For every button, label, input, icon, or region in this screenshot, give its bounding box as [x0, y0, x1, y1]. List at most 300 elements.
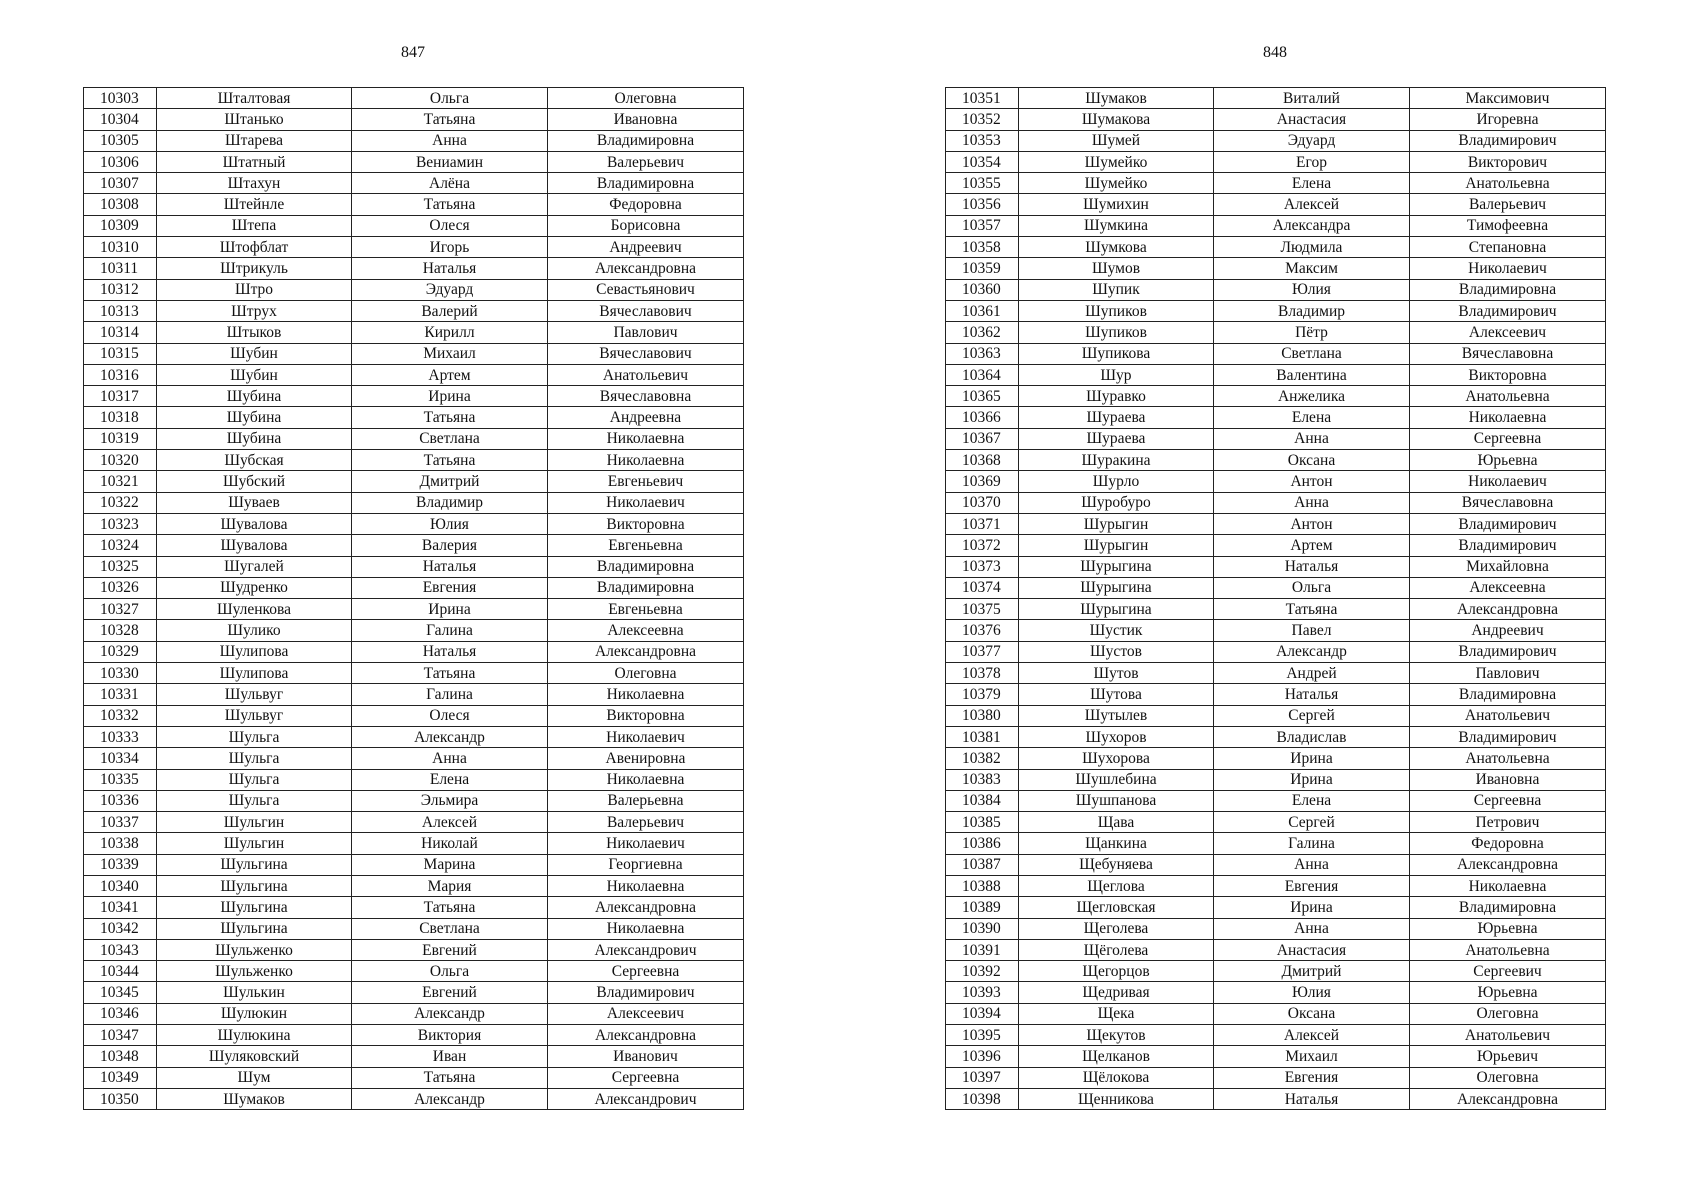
- last-name: Шульгина: [157, 897, 352, 918]
- first-name: Юлия: [1214, 279, 1410, 300]
- record-number: 10372: [946, 535, 1019, 556]
- record-number: 10370: [946, 492, 1019, 513]
- last-name: Шульвуг: [157, 705, 352, 726]
- patronymic: Анатольевна: [1410, 386, 1606, 407]
- table-row: [84, 790, 744, 811]
- record-number: 10320: [84, 450, 157, 471]
- patronymic: Анатольевич: [1410, 1025, 1606, 1046]
- last-name: Шушпанова: [1019, 790, 1214, 811]
- table-row: [84, 428, 744, 449]
- last-name: Шураева: [1019, 428, 1214, 449]
- first-name: Анжелика: [1214, 386, 1410, 407]
- patronymic: Андреевич: [548, 237, 744, 258]
- patronymic: Вячеславович: [548, 343, 744, 364]
- last-name: Шупиков: [1019, 300, 1214, 321]
- first-name: Анна: [1214, 918, 1410, 939]
- table-row: [84, 130, 744, 151]
- patronymic: Викторовна: [548, 513, 744, 534]
- patronymic: Тимофеевна: [1410, 215, 1606, 236]
- table-row: [946, 237, 1606, 258]
- patronymic: Александровна: [1410, 599, 1606, 620]
- record-number: 10396: [946, 1046, 1019, 1067]
- record-number: 10364: [946, 364, 1019, 385]
- last-name: Щедривая: [1019, 982, 1214, 1003]
- first-name: Эдуард: [1214, 130, 1410, 151]
- first-name: Валерия: [352, 535, 548, 556]
- last-name: Шурыгин: [1019, 513, 1214, 534]
- record-number: 10319: [84, 428, 157, 449]
- table-row: [946, 577, 1606, 598]
- last-name: Шульженко: [157, 939, 352, 960]
- first-name: Дмитрий: [1214, 961, 1410, 982]
- record-number: 10342: [84, 918, 157, 939]
- first-name: Ирина: [1214, 897, 1410, 918]
- table-row: [84, 88, 744, 109]
- record-number: 10369: [946, 471, 1019, 492]
- patronymic: Евгеньевна: [548, 599, 744, 620]
- last-name: Шталтовая: [157, 88, 352, 109]
- record-number: 10390: [946, 918, 1019, 939]
- record-number: 10332: [84, 705, 157, 726]
- patronymic: Владимировна: [548, 173, 744, 194]
- record-number: 10366: [946, 407, 1019, 428]
- patronymic: Николаевич: [1410, 471, 1606, 492]
- first-name: Евгений: [352, 982, 548, 1003]
- last-name: Шумейко: [1019, 173, 1214, 194]
- first-name: Анна: [352, 748, 548, 769]
- record-number: 10363: [946, 343, 1019, 364]
- table-row: [946, 748, 1606, 769]
- last-name: Шульга: [157, 748, 352, 769]
- record-number: 10349: [84, 1067, 157, 1088]
- first-name: Татьяна: [352, 1067, 548, 1088]
- table-row: [946, 641, 1606, 662]
- record-number: 10373: [946, 556, 1019, 577]
- patronymic: Николаевна: [548, 769, 744, 790]
- record-number: 10383: [946, 769, 1019, 790]
- first-name: Светлана: [1214, 343, 1410, 364]
- table-row: [946, 535, 1606, 556]
- table-row: [946, 599, 1606, 620]
- patronymic: Юрьевна: [1410, 450, 1606, 471]
- patronymic: Сергеевич: [1410, 961, 1606, 982]
- record-number: 10318: [84, 407, 157, 428]
- table-row: [84, 684, 744, 705]
- last-name: Шумаков: [157, 1088, 352, 1109]
- last-name: Шумаков: [1019, 88, 1214, 109]
- table-row: [946, 939, 1606, 960]
- last-name: Шубина: [157, 386, 352, 407]
- first-name: Алексей: [1214, 1025, 1410, 1046]
- table-row: [946, 492, 1606, 513]
- patronymic: Борисовна: [548, 215, 744, 236]
- patronymic: Владимирович: [1410, 513, 1606, 534]
- table-row: [946, 215, 1606, 236]
- record-number: 10397: [946, 1067, 1019, 1088]
- table-row: [946, 322, 1606, 343]
- patronymic: Александровна: [548, 641, 744, 662]
- patronymic: Александровна: [548, 897, 744, 918]
- record-number: 10398: [946, 1088, 1019, 1109]
- record-number: 10340: [84, 875, 157, 896]
- table-row: [84, 386, 744, 407]
- record-number: 10330: [84, 663, 157, 684]
- patronymic: Максимович: [1410, 88, 1606, 109]
- record-number: 10350: [84, 1088, 157, 1109]
- record-number: 10305: [84, 130, 157, 151]
- patronymic: Олеговна: [1410, 1067, 1606, 1088]
- record-number: 10368: [946, 450, 1019, 471]
- first-name: Александр: [352, 1088, 548, 1109]
- last-name: Штатный: [157, 151, 352, 172]
- record-number: 10354: [946, 151, 1019, 172]
- last-name: Щеглова: [1019, 875, 1214, 896]
- patronymic: Валерьевич: [548, 151, 744, 172]
- last-name: Щава: [1019, 812, 1214, 833]
- table-row: [84, 620, 744, 641]
- first-name: Валентина: [1214, 364, 1410, 385]
- record-number: 10377: [946, 641, 1019, 662]
- table-row: [946, 812, 1606, 833]
- table-row: [84, 1025, 744, 1046]
- patronymic: Александровна: [548, 258, 744, 279]
- first-name: Юлия: [1214, 982, 1410, 1003]
- record-number: 10346: [84, 1003, 157, 1024]
- record-number: 10344: [84, 961, 157, 982]
- last-name: Штахун: [157, 173, 352, 194]
- record-number: 10323: [84, 513, 157, 534]
- patronymic: Евгеньевна: [548, 535, 744, 556]
- first-name: Алексей: [1214, 194, 1410, 215]
- patronymic: Николаевич: [1410, 258, 1606, 279]
- patronymic: Алексеевна: [548, 620, 744, 641]
- first-name: Сергей: [1214, 812, 1410, 833]
- table-row: [84, 875, 744, 896]
- last-name: Шуракина: [1019, 450, 1214, 471]
- first-name: Татьяна: [352, 663, 548, 684]
- first-name: Татьяна: [352, 109, 548, 130]
- first-name: Ольга: [1214, 577, 1410, 598]
- record-number: 10343: [84, 939, 157, 960]
- table-row: [84, 513, 744, 534]
- patronymic: Анатольевич: [548, 364, 744, 385]
- last-name: Шумкина: [1019, 215, 1214, 236]
- table-row: [84, 577, 744, 598]
- patronymic: Игоревна: [1410, 109, 1606, 130]
- table-row: [946, 407, 1606, 428]
- record-number: 10391: [946, 939, 1019, 960]
- record-number: 10382: [946, 748, 1019, 769]
- last-name: Шураева: [1019, 407, 1214, 428]
- table-row: [946, 343, 1606, 364]
- last-name: Шустов: [1019, 641, 1214, 662]
- first-name: Анастасия: [1214, 939, 1410, 960]
- first-name: Ирина: [352, 599, 548, 620]
- page-number: 847: [401, 44, 425, 61]
- first-name: Светлана: [352, 428, 548, 449]
- patronymic: Сергеевна: [548, 1067, 744, 1088]
- patronymic: Петрович: [1410, 812, 1606, 833]
- record-number: 10338: [84, 833, 157, 854]
- first-name: Максим: [1214, 258, 1410, 279]
- first-name: Оксана: [1214, 1003, 1410, 1024]
- patronymic: Валерьевна: [548, 790, 744, 811]
- last-name: Штанько: [157, 109, 352, 130]
- name-table: [83, 87, 744, 1110]
- first-name: Евгения: [1214, 1067, 1410, 1088]
- patronymic: Владимировна: [548, 130, 744, 151]
- first-name: Сергей: [1214, 705, 1410, 726]
- page-number: 848: [1263, 44, 1287, 61]
- table-row: [946, 194, 1606, 215]
- first-name: Елена: [1214, 407, 1410, 428]
- table-row: [84, 663, 744, 684]
- first-name: Антон: [1214, 471, 1410, 492]
- first-name: Владислав: [1214, 726, 1410, 747]
- last-name: Шудренко: [157, 577, 352, 598]
- patronymic: Олеговна: [548, 88, 744, 109]
- record-number: 10316: [84, 364, 157, 385]
- table-row: [84, 1088, 744, 1109]
- last-name: Шухорова: [1019, 748, 1214, 769]
- record-number: 10361: [946, 300, 1019, 321]
- first-name: Анна: [1214, 854, 1410, 875]
- last-name: Шушлебина: [1019, 769, 1214, 790]
- table-row: [946, 173, 1606, 194]
- table-row: [84, 854, 744, 875]
- table-row: [84, 641, 744, 662]
- first-name: Олеся: [352, 705, 548, 726]
- record-number: 10392: [946, 961, 1019, 982]
- record-number: 10357: [946, 215, 1019, 236]
- patronymic: Валерьевич: [1410, 194, 1606, 215]
- record-number: 10387: [946, 854, 1019, 875]
- last-name: Шупик: [1019, 279, 1214, 300]
- first-name: Евгения: [1214, 875, 1410, 896]
- last-name: Штрикуль: [157, 258, 352, 279]
- patronymic: Анатольевна: [1410, 748, 1606, 769]
- record-number: 10395: [946, 1025, 1019, 1046]
- patronymic: Николаевна: [1410, 407, 1606, 428]
- first-name: Ольга: [352, 88, 548, 109]
- first-name: Виталий: [1214, 88, 1410, 109]
- record-number: 10347: [84, 1025, 157, 1046]
- last-name: Шутов: [1019, 663, 1214, 684]
- record-number: 10353: [946, 130, 1019, 151]
- first-name: Евгения: [352, 577, 548, 598]
- patronymic: Вячеславовна: [1410, 492, 1606, 513]
- table-row: [84, 471, 744, 492]
- patronymic: Владимирович: [1410, 726, 1606, 747]
- table-row: [84, 982, 744, 1003]
- last-name: Щанкина: [1019, 833, 1214, 854]
- table-row: [946, 364, 1606, 385]
- last-name: Шурыгина: [1019, 599, 1214, 620]
- last-name: Шупикова: [1019, 343, 1214, 364]
- last-name: Шульга: [157, 769, 352, 790]
- patronymic: Андреевна: [548, 407, 744, 428]
- first-name: Александр: [352, 726, 548, 747]
- last-name: Шупиков: [1019, 322, 1214, 343]
- last-name: Шубин: [157, 343, 352, 364]
- table-row: [946, 769, 1606, 790]
- patronymic: Алексеевич: [1410, 322, 1606, 343]
- last-name: Штрух: [157, 300, 352, 321]
- last-name: Штарева: [157, 130, 352, 151]
- record-number: 10371: [946, 513, 1019, 534]
- record-number: 10313: [84, 300, 157, 321]
- first-name: Владимир: [352, 492, 548, 513]
- first-name: Андрей: [1214, 663, 1410, 684]
- table-row: [946, 428, 1606, 449]
- last-name: Щекутов: [1019, 1025, 1214, 1046]
- last-name: Шульга: [157, 790, 352, 811]
- patronymic: Вячеславовна: [548, 386, 744, 407]
- patronymic: Авенировна: [548, 748, 744, 769]
- record-number: 10326: [84, 577, 157, 598]
- record-number: 10374: [946, 577, 1019, 598]
- last-name: Шульгина: [157, 854, 352, 875]
- patronymic: Павлович: [548, 322, 744, 343]
- record-number: 10334: [84, 748, 157, 769]
- table-row: [84, 258, 744, 279]
- last-name: Шулюкин: [157, 1003, 352, 1024]
- table-row: [84, 939, 744, 960]
- table-row: [84, 492, 744, 513]
- first-name: Елена: [352, 769, 548, 790]
- first-name: Ирина: [352, 386, 548, 407]
- last-name: Штепа: [157, 215, 352, 236]
- table-row: [946, 109, 1606, 130]
- patronymic: Александрович: [548, 1088, 744, 1109]
- patronymic: Владимирович: [1410, 300, 1606, 321]
- patronymic: Александрович: [548, 939, 744, 960]
- last-name: Шур: [1019, 364, 1214, 385]
- record-number: 10306: [84, 151, 157, 172]
- record-number: 10352: [946, 109, 1019, 130]
- last-name: Шурло: [1019, 471, 1214, 492]
- patronymic: Николаевна: [548, 450, 744, 471]
- last-name: Щегловская: [1019, 897, 1214, 918]
- last-name: Щебуняева: [1019, 854, 1214, 875]
- table-row: [84, 407, 744, 428]
- first-name: Евгений: [352, 939, 548, 960]
- first-name: Наталья: [1214, 684, 1410, 705]
- last-name: Штофблат: [157, 237, 352, 258]
- table-row: [84, 1003, 744, 1024]
- patronymic: Алексеевич: [548, 1003, 744, 1024]
- first-name: Наталья: [1214, 1088, 1410, 1109]
- record-number: 10356: [946, 194, 1019, 215]
- table-row: [84, 237, 744, 258]
- last-name: Щелканов: [1019, 1046, 1214, 1067]
- first-name: Галина: [352, 684, 548, 705]
- first-name: Марина: [352, 854, 548, 875]
- first-name: Егор: [1214, 151, 1410, 172]
- table-row: [84, 897, 744, 918]
- patronymic: Алексеевна: [1410, 577, 1606, 598]
- record-number: 10351: [946, 88, 1019, 109]
- record-number: 10308: [84, 194, 157, 215]
- record-number: 10303: [84, 88, 157, 109]
- patronymic: Анатольевич: [1410, 705, 1606, 726]
- first-name: Наталья: [1214, 556, 1410, 577]
- record-number: 10315: [84, 343, 157, 364]
- patronymic: Николаевна: [548, 684, 744, 705]
- table-row: [84, 961, 744, 982]
- patronymic: Андреевич: [1410, 620, 1606, 641]
- first-name: Валерий: [352, 300, 548, 321]
- last-name: Шуравко: [1019, 386, 1214, 407]
- first-name: Пётр: [1214, 322, 1410, 343]
- record-number: 10365: [946, 386, 1019, 407]
- last-name: Щегорцов: [1019, 961, 1214, 982]
- last-name: Щёголева: [1019, 939, 1214, 960]
- first-name: Наталья: [352, 641, 548, 662]
- record-number: 10376: [946, 620, 1019, 641]
- record-number: 10324: [84, 535, 157, 556]
- table-row: [84, 279, 744, 300]
- table-row: [84, 173, 744, 194]
- record-number: 10386: [946, 833, 1019, 854]
- record-number: 10348: [84, 1046, 157, 1067]
- table-row: [84, 109, 744, 130]
- patronymic: Анатольевна: [1410, 939, 1606, 960]
- record-number: 10312: [84, 279, 157, 300]
- record-number: 10336: [84, 790, 157, 811]
- patronymic: Георгиевна: [548, 854, 744, 875]
- table-row: [84, 322, 744, 343]
- first-name: Эдуард: [352, 279, 548, 300]
- last-name: Шумкова: [1019, 237, 1214, 258]
- first-name: Николай: [352, 833, 548, 854]
- first-name: Ирина: [1214, 748, 1410, 769]
- record-number: 10327: [84, 599, 157, 620]
- first-name: Наталья: [352, 258, 548, 279]
- patronymic: Олеговна: [1410, 1003, 1606, 1024]
- patronymic: Николаевна: [548, 428, 744, 449]
- last-name: Шульвуг: [157, 684, 352, 705]
- record-number: 10367: [946, 428, 1019, 449]
- table-row: [946, 279, 1606, 300]
- first-name: Анна: [1214, 428, 1410, 449]
- record-number: 10379: [946, 684, 1019, 705]
- first-name: Михаил: [352, 343, 548, 364]
- last-name: Шуваев: [157, 492, 352, 513]
- first-name: Юлия: [352, 513, 548, 534]
- last-name: Шувалова: [157, 535, 352, 556]
- record-number: 10321: [84, 471, 157, 492]
- patronymic: Севастьянович: [548, 279, 744, 300]
- patronymic: Евгеньевич: [548, 471, 744, 492]
- last-name: Шутылев: [1019, 705, 1214, 726]
- table-row: [946, 663, 1606, 684]
- record-number: 10333: [84, 726, 157, 747]
- patronymic: Викторовна: [548, 705, 744, 726]
- last-name: Шурыгина: [1019, 577, 1214, 598]
- patronymic: Федоровна: [1410, 833, 1606, 854]
- patronymic: Александровна: [1410, 1088, 1606, 1109]
- last-name: Щенникова: [1019, 1088, 1214, 1109]
- table-row: [84, 1046, 744, 1067]
- table-row: [946, 300, 1606, 321]
- last-name: Штро: [157, 279, 352, 300]
- table-row: [946, 705, 1606, 726]
- first-name: Алексей: [352, 812, 548, 833]
- table-row: [946, 897, 1606, 918]
- patronymic: Владимировна: [548, 556, 744, 577]
- last-name: Шухоров: [1019, 726, 1214, 747]
